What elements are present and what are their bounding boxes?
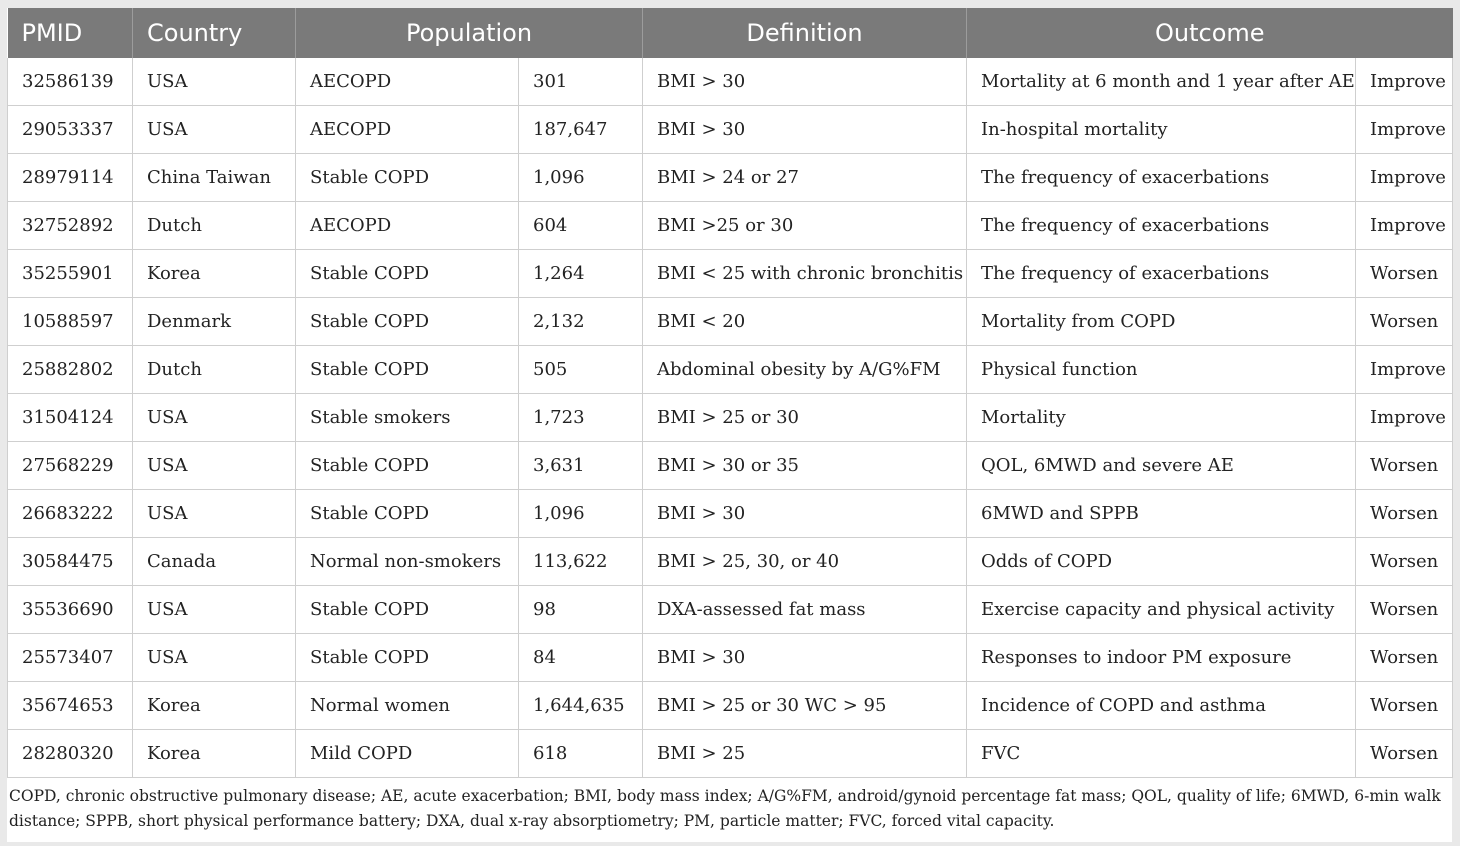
table-row [8,250,1453,298]
cell-definition: DXA-assessed fat mass [643,586,967,634]
cell-sample-size: 1,096 [519,490,643,538]
cell-country: Denmark [133,298,296,346]
cell-outcome: QOL, 6MWD and severe AE [967,442,1356,490]
cell-outcome: Mortality from COPD [967,298,1356,346]
cell-population: Normal women [296,682,519,730]
cell-country: Dutch [133,202,296,250]
cell-population: Mild COPD [296,730,519,778]
cell-pmid: 31504124 [8,394,133,442]
table-row [8,634,1453,682]
cell-outcome: The frequency of exacerbations [967,202,1356,250]
cell-country: USA [133,634,296,682]
cell-pmid: 32752892 [8,202,133,250]
table-body [8,58,1453,778]
table-row [8,490,1453,538]
cell-population: Stable smokers [296,394,519,442]
table-row [8,346,1453,394]
cell-pmid: 25882802 [8,346,133,394]
cell-outcome: Incidence of COPD and asthma [967,682,1356,730]
table-row [8,682,1453,730]
table-row [8,586,1453,634]
cell-sample-size: 1,096 [519,154,643,202]
table-container [7,8,1452,842]
cell-effect: Improve [1356,394,1453,442]
cell-effect: Improve [1356,154,1453,202]
cell-pmid: 29053337 [8,106,133,154]
cell-country: Korea [133,682,296,730]
cell-pmid: 35255901 [8,250,133,298]
cell-definition: BMI < 25 with chronic bronchitis [643,250,967,298]
cell-definition: BMI > 25, 30, or 40 [643,538,967,586]
cell-effect: Improve [1356,106,1453,154]
table-row [8,106,1453,154]
cell-pmid: 26683222 [8,490,133,538]
header-outcome: Outcome [967,8,1453,58]
cell-definition: BMI > 25 or 30 WC > 95 [643,682,967,730]
cell-population: Stable COPD [296,298,519,346]
cell-sample-size: 505 [519,346,643,394]
cell-effect: Improve [1356,346,1453,394]
table-row [8,730,1453,778]
cell-population: Stable COPD [296,634,519,682]
cell-effect: Worsen [1356,490,1453,538]
cell-outcome: In-hospital mortality [967,106,1356,154]
table-row [8,154,1453,202]
cell-sample-size: 187,647 [519,106,643,154]
cell-effect: Worsen [1356,250,1453,298]
table-row [8,442,1453,490]
cell-population: Stable COPD [296,490,519,538]
cell-country: Korea [133,730,296,778]
cell-sample-size: 84 [519,634,643,682]
cell-outcome: Responses to indoor PM exposure [967,634,1356,682]
cell-definition: BMI > 24 or 27 [643,154,967,202]
cell-population: Normal non-smokers [296,538,519,586]
cell-population: Stable COPD [296,346,519,394]
cell-population: Stable COPD [296,250,519,298]
cell-sample-size: 1,723 [519,394,643,442]
cell-population: Stable COPD [296,154,519,202]
table-header-row [8,8,1453,58]
cell-country: Canada [133,538,296,586]
cell-pmid: 28979114 [8,154,133,202]
header-pmid: PMID [8,8,133,58]
table-row [8,58,1453,106]
cell-country: USA [133,490,296,538]
cell-sample-size: 618 [519,730,643,778]
cell-pmid: 35536690 [8,586,133,634]
cell-pmid: 32586139 [8,58,133,106]
cell-outcome: Mortality at 6 month and 1 year after AE [967,58,1356,106]
cell-effect: Improve [1356,58,1453,106]
cell-population: AECOPD [296,58,519,106]
cell-country: USA [133,442,296,490]
header-country: Country [133,8,296,58]
table-footnote: COPD, chronic obstructive pulmonary disease; AE, acute exacerbation; BMI, body mass index; A/G%FM, android/gynoid percentage fat mass; QOL, quality of life; 6MWD, 6-min walk distance; SPPB, short physical performance battery; DXA, dual x-ray absorptiometry; PM, particle matter; FVC, forced vital capacity. [7,778,1452,842]
cell-population: AECOPD [296,202,519,250]
table-row [8,202,1453,250]
cell-population: Stable COPD [296,586,519,634]
cell-definition: BMI > 30 [643,490,967,538]
data-table [7,8,1453,778]
cell-pmid: 35674653 [8,682,133,730]
cell-pmid: 28280320 [8,730,133,778]
table-row [8,538,1453,586]
cell-population: AECOPD [296,106,519,154]
cell-outcome: Odds of COPD [967,538,1356,586]
cell-country: USA [133,394,296,442]
cell-country: USA [133,58,296,106]
header-population: Population [296,8,643,58]
table-row [8,298,1453,346]
cell-effect: Worsen [1356,538,1453,586]
cell-effect: Worsen [1356,730,1453,778]
cell-population: Stable COPD [296,442,519,490]
cell-outcome: Mortality [967,394,1356,442]
cell-country: USA [133,106,296,154]
cell-definition: BMI > 30 [643,106,967,154]
cell-definition: BMI > 30 [643,58,967,106]
cell-sample-size: 1,264 [519,250,643,298]
cell-pmid: 27568229 [8,442,133,490]
cell-outcome: 6MWD and SPPB [967,490,1356,538]
cell-outcome: FVC [967,730,1356,778]
cell-country: USA [133,586,296,634]
cell-pmid: 30584475 [8,538,133,586]
cell-definition: BMI > 30 [643,634,967,682]
cell-definition: BMI >25 or 30 [643,202,967,250]
cell-country: Korea [133,250,296,298]
cell-effect: Worsen [1356,298,1453,346]
cell-sample-size: 98 [519,586,643,634]
table-row [8,394,1453,442]
cell-outcome: The frequency of exacerbations [967,154,1356,202]
cell-country: Dutch [133,346,296,394]
cell-sample-size: 3,631 [519,442,643,490]
cell-effect: Improve [1356,202,1453,250]
cell-effect: Worsen [1356,682,1453,730]
cell-definition: BMI > 25 or 30 [643,394,967,442]
cell-effect: Worsen [1356,634,1453,682]
cell-effect: Worsen [1356,442,1453,490]
cell-effect: Worsen [1356,586,1453,634]
cell-outcome: The frequency of exacerbations [967,250,1356,298]
cell-pmid: 25573407 [8,634,133,682]
cell-definition: BMI > 30 or 35 [643,442,967,490]
cell-definition: BMI > 25 [643,730,967,778]
cell-definition: Abdominal obesity by A/G%FM [643,346,967,394]
cell-sample-size: 113,622 [519,538,643,586]
cell-sample-size: 604 [519,202,643,250]
cell-pmid: 10588597 [8,298,133,346]
cell-sample-size: 1,644,635 [519,682,643,730]
cell-outcome: Physical function [967,346,1356,394]
cell-outcome: Exercise capacity and physical activity [967,586,1356,634]
cell-sample-size: 2,132 [519,298,643,346]
header-definition: Definition [643,8,967,58]
cell-definition: BMI < 20 [643,298,967,346]
cell-sample-size: 301 [519,58,643,106]
cell-country: China Taiwan [133,154,296,202]
